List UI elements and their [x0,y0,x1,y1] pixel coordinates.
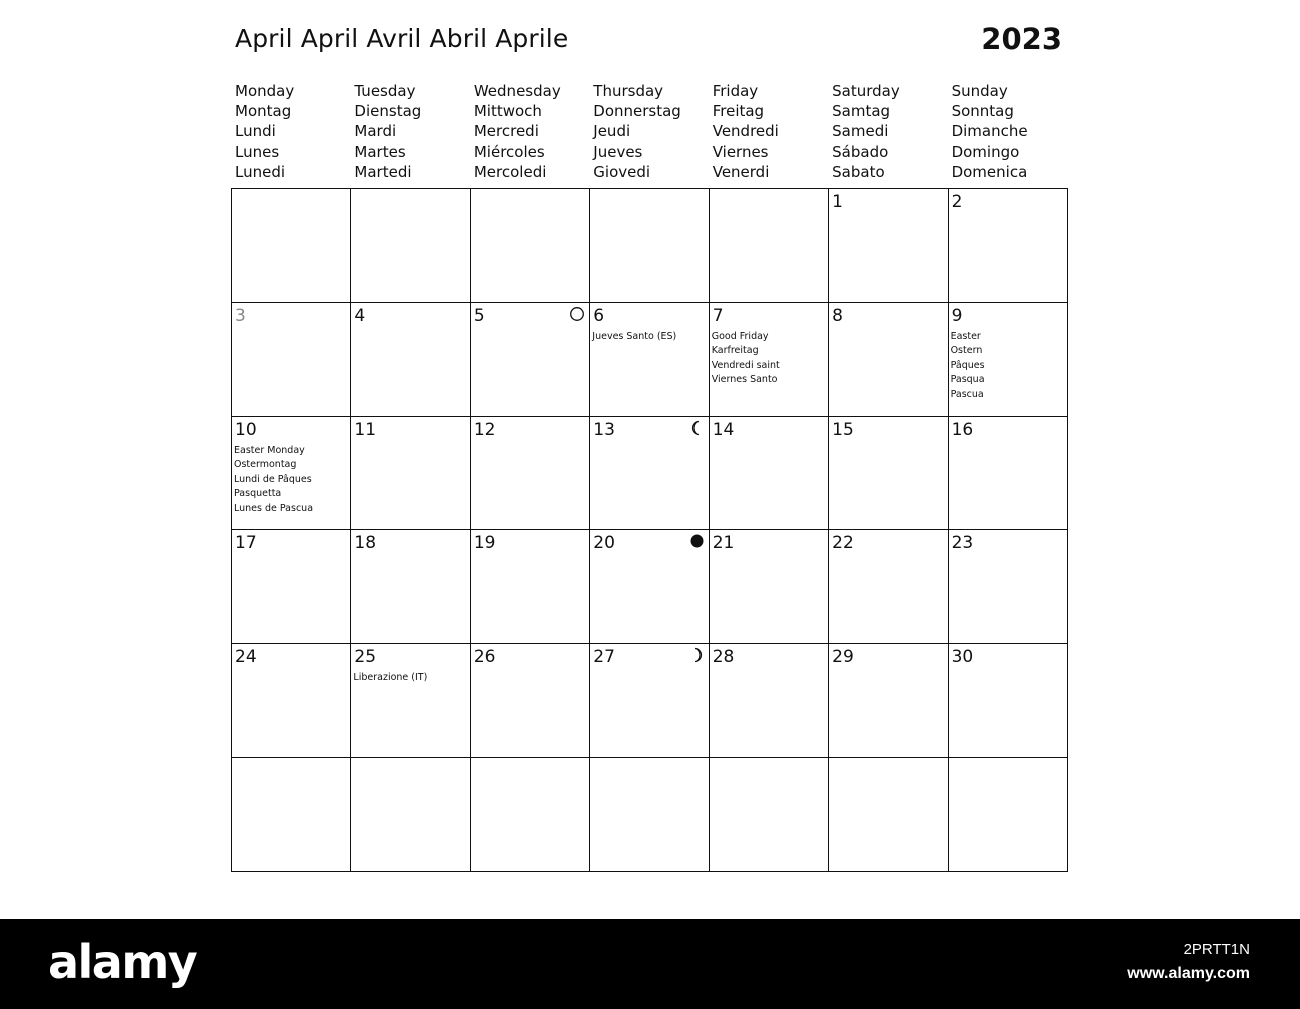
weekday-label: Samedi [832,122,889,141]
first-quarter-moon-icon [689,647,705,663]
empty-day-cell [709,757,829,872]
weekday-column [949,81,1068,182]
weekday-label: Viernes [712,142,769,161]
day-number: 9 [951,305,963,326]
last-quarter-moon-icon [689,420,705,436]
day-number: 23 [951,533,974,554]
day-cell [709,529,829,644]
day-number: 13 [593,419,615,440]
weekday-label: Dienstag [354,102,422,121]
day-cell [231,302,351,417]
holiday-name: Ostern [950,345,983,357]
empty-day-cell [350,188,470,303]
day-cell [709,302,829,417]
day-number: 19 [473,533,496,554]
day-number: 8 [832,305,843,326]
weekday-label: Vendredi [712,122,779,141]
empty-day-cell [231,757,351,872]
holiday-name: Liberazione (IT) [353,672,428,684]
holiday-name: Good Friday [711,330,769,342]
day-number: 30 [951,647,974,668]
weekday-label: Saturday [832,82,900,100]
holiday-list [234,444,313,517]
weekday-label: Martedi [354,162,412,181]
day-cell [828,188,948,303]
weekday-column [829,81,948,182]
weekday-label: Giovedi [593,162,651,181]
holiday-name: Ostermontag [234,459,297,471]
month-title: April April Avril Abril Aprile [235,24,569,53]
day-cell [231,416,351,531]
weekday-label: Lunes [235,142,280,161]
day-number: 6 [593,305,605,326]
day-cell [231,529,351,644]
day-number: 18 [354,533,377,554]
weekday-label: Mercoledi [473,162,547,181]
weekday-label: Dimanche [951,122,1028,141]
holiday-name: Easter Monday [234,444,305,456]
day-cell [948,302,1068,417]
day-number: 15 [832,419,854,440]
weekday-column [232,81,351,182]
weekday-label: Montag [235,102,292,121]
empty-day-cell [470,188,590,303]
day-number: 4 [354,305,366,326]
holiday-list [592,330,676,345]
day-number: 27 [593,647,615,668]
weekday-label: Mardi [354,122,397,141]
empty-day-cell [470,757,590,872]
day-number: 10 [235,419,257,440]
day-number: 1 [832,192,843,212]
day-cell [589,416,709,531]
day-number: 14 [712,419,735,440]
day-cell [470,302,590,417]
weekday-column [351,81,470,182]
day-number: 12 [473,419,496,440]
holiday-name: Pasquetta [234,488,282,500]
day-number: 28 [712,647,735,668]
day-cell [709,643,829,758]
day-cell [470,416,590,531]
empty-day-cell [350,757,470,872]
empty-day-cell [709,188,829,303]
day-cell [828,302,948,417]
day-cell [350,416,470,531]
day-number: 25 [354,647,377,668]
day-cell [948,416,1068,531]
empty-day-cell [231,188,351,303]
weekday-label: Jeudi [593,122,631,141]
weekday-column [710,81,829,182]
holiday-name: Lundi de Pâques [234,473,312,485]
weekday-label: Tuesday [354,82,416,100]
weekday-label: Miércoles [473,142,545,161]
weekday-label: Sabato [832,162,885,181]
day-cell [350,643,470,758]
weekday-column [471,81,590,182]
day-cell [231,643,351,758]
day-number: 26 [473,647,496,668]
watermark-footer [0,919,1300,1009]
day-number: 11 [354,419,377,440]
day-cell [589,529,709,644]
alamy-logo: alamy [48,935,197,989]
day-cell [948,529,1068,644]
day-number: 17 [235,533,257,554]
site-url: www.alamy.com [1127,965,1250,982]
year-label: 2023 [981,22,1062,56]
day-cell [350,302,470,417]
day-number: 29 [832,647,854,668]
holiday-name: Jueves Santo (ES) [592,330,677,342]
day-number: 20 [593,533,615,554]
holiday-name: Vendredi saint [711,359,780,371]
weekday-label: Freitag [712,102,765,121]
day-cell [828,416,948,531]
weekday-label: Donnerstag [593,102,681,121]
weekday-column [590,81,709,182]
weekday-label: Sábado [832,142,889,161]
day-cell [828,643,948,758]
empty-day-cell [828,757,948,872]
day-cell [828,529,948,644]
day-number: 24 [235,647,257,668]
weekday-label: Domingo [951,142,1020,161]
image-id: 2PRTT1N [1183,941,1250,958]
weekday-label: Domenica [951,162,1028,181]
day-cell [350,529,470,644]
day-number: 16 [951,419,974,440]
day-cell [948,188,1068,303]
weekday-label: Lunedi [235,162,286,181]
weekday-label: Thursday [593,82,664,100]
holiday-list [951,330,985,403]
weekday-label: Mercredi [473,122,539,141]
day-number: 22 [832,533,854,554]
weekday-label: Samtag [832,102,891,121]
day-cell [470,643,590,758]
empty-day-cell [589,757,709,872]
weekday-label: Lundi [235,122,276,141]
weekday-label: Jueves [593,142,643,161]
holiday-name: Pasqua [950,374,985,386]
day-cell [589,302,709,417]
weekday-label: Sunday [951,82,1008,100]
weekday-label: Venerdi [712,162,770,181]
holiday-name: Easter [950,330,981,342]
day-number: 3 [235,305,246,326]
weekday-header [232,81,1068,185]
full-moon-icon [569,306,585,322]
holiday-name: Lunes de Pascua [234,502,314,514]
day-number: 2 [951,192,963,212]
day-number: 7 [712,305,724,326]
empty-day-cell [948,757,1068,872]
calendar-grid [231,188,1067,871]
holiday-name: Viernes Santo [711,374,778,386]
holiday-list [712,330,780,388]
weekday-label: Monday [235,82,295,100]
holiday-name: Pâques [950,359,985,371]
day-cell [948,643,1068,758]
day-cell [470,529,590,644]
holiday-name: Pascua [950,388,984,400]
weekday-label: Sonntag [951,102,1014,121]
holiday-list [353,671,427,686]
weekday-label: Friday [712,82,759,100]
weekday-label: Martes [354,142,406,161]
day-cell [709,416,829,531]
day-number: 21 [712,533,735,554]
day-cell [589,643,709,758]
empty-day-cell [589,188,709,303]
new-moon-icon [689,533,705,549]
weekday-label: Wednesday [473,82,561,100]
weekday-label: Mittwoch [473,102,542,121]
holiday-name: Karfreitag [711,345,759,357]
day-number: 5 [473,305,485,326]
